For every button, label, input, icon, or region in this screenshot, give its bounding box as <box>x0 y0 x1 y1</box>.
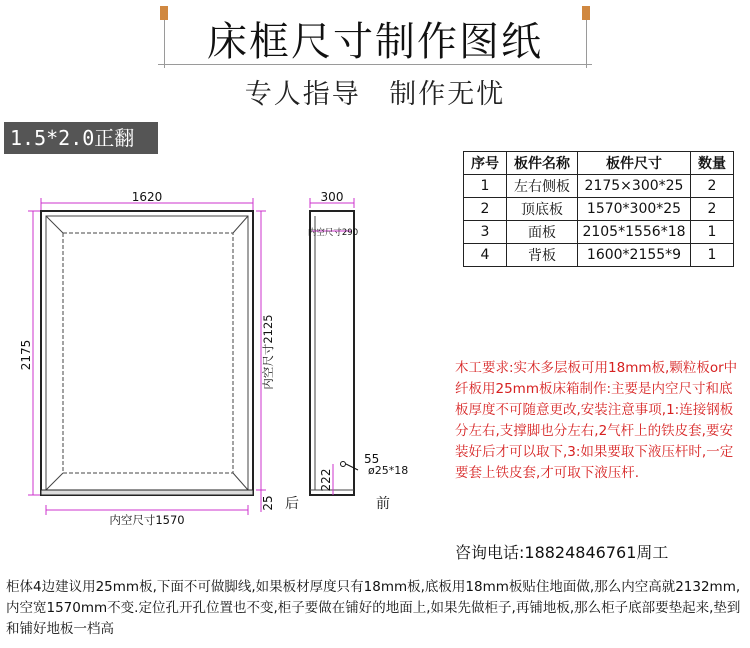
carpentry-requirements: 木工要求:实木多层板可用18mm板,颗粒板or中纤板用25mm板床箱制作:主要是内空尺寸和底板厚度不可随意更改,安装注意事项,1:连接钢板分左右,支撑脚也分左右,2气杆上的铁皮套,要安装好后才可以取下,3:如果要取下液压杆时,一定要套上铁皮套,才可取下液压杆. <box>455 360 738 481</box>
bevel-tr <box>233 216 248 233</box>
bottom-thickness-label: 25 <box>261 495 275 511</box>
side-inner-depth-label: 内空尺寸290 <box>307 228 359 238</box>
footer-note: 柜体4边建议用25mm板,下面不可做脚线,如果板材厚度只有18mm板,底板用18mm板贴住地面做,那么内空高就2132mm,内空宽1570mm不变.定位孔开孔位置也不变,柜子要做在铺好的地面上,如果先做柜子,再铺地板,那么柜子底部要垫起来,垫到和铺好地板一档高 <box>6 579 741 637</box>
cell-no: 4 <box>464 244 507 267</box>
hole-spec-label: ø25*18 <box>368 464 409 477</box>
cell-size: 2175×300*25 <box>578 175 691 198</box>
table-row <box>464 221 734 244</box>
cell-no: 2 <box>464 198 507 221</box>
side-depth-label: 300 <box>320 190 344 204</box>
side-view-outer <box>310 211 354 495</box>
hole-leader-line <box>346 464 358 470</box>
col-header-qty: 数量 <box>691 152 734 175</box>
col-header-no: 序号 <box>464 152 507 175</box>
table-row <box>464 244 734 267</box>
bevel-br <box>233 473 248 490</box>
contact-phone: 咨询电话:18824846761周工 <box>455 543 669 562</box>
front-view-label: 前 <box>376 496 390 512</box>
col-header-name: 板件名称 <box>507 152 578 175</box>
table-header-row <box>464 152 734 175</box>
cell-qty: 2 <box>691 175 734 198</box>
cell-size: 2105*1556*18 <box>578 221 691 244</box>
parts-table <box>463 151 734 267</box>
cell-qty: 1 <box>691 221 734 244</box>
cell-name: 面板 <box>507 221 578 244</box>
front-panel-inner <box>63 233 233 473</box>
cell-qty: 2 <box>691 198 734 221</box>
front-panel-outer <box>46 216 248 490</box>
col-header-size: 板件尺寸 <box>578 152 691 175</box>
cell-qty: 1 <box>691 244 734 267</box>
page-subtitle: 专人指导 制作无忧 <box>244 79 506 110</box>
table-row <box>464 175 734 198</box>
cell-name: 顶底板 <box>507 198 578 221</box>
front-height-label: 2175 <box>19 339 33 371</box>
cell-name: 左右侧板 <box>507 175 578 198</box>
spec-badge: 1.5*2.0正翻 <box>4 122 158 154</box>
page-title: 床框尺寸制作图纸 <box>207 19 543 65</box>
cell-name: 背板 <box>507 244 578 267</box>
table-row <box>464 198 734 221</box>
cell-size: 1600*2155*9 <box>578 244 691 267</box>
positioning-hole <box>341 462 346 467</box>
cell-no: 1 <box>464 175 507 198</box>
front-base-strip <box>41 490 253 495</box>
inner-height-label: 内空尺寸2125 <box>261 314 275 390</box>
hole-offset-label: 55 <box>364 452 380 466</box>
front-outer-frame <box>41 211 253 495</box>
cell-no: 3 <box>464 221 507 244</box>
bottom-height-label: 222 <box>319 468 333 492</box>
front-width-label: 1620 <box>131 190 163 204</box>
back-view-label: 后 <box>285 496 299 512</box>
cell-size: 1570*300*25 <box>578 198 691 221</box>
bevel-bl <box>46 473 63 490</box>
bevel-tl <box>46 216 63 233</box>
inner-width-label: 内空尺寸1570 <box>109 513 185 527</box>
